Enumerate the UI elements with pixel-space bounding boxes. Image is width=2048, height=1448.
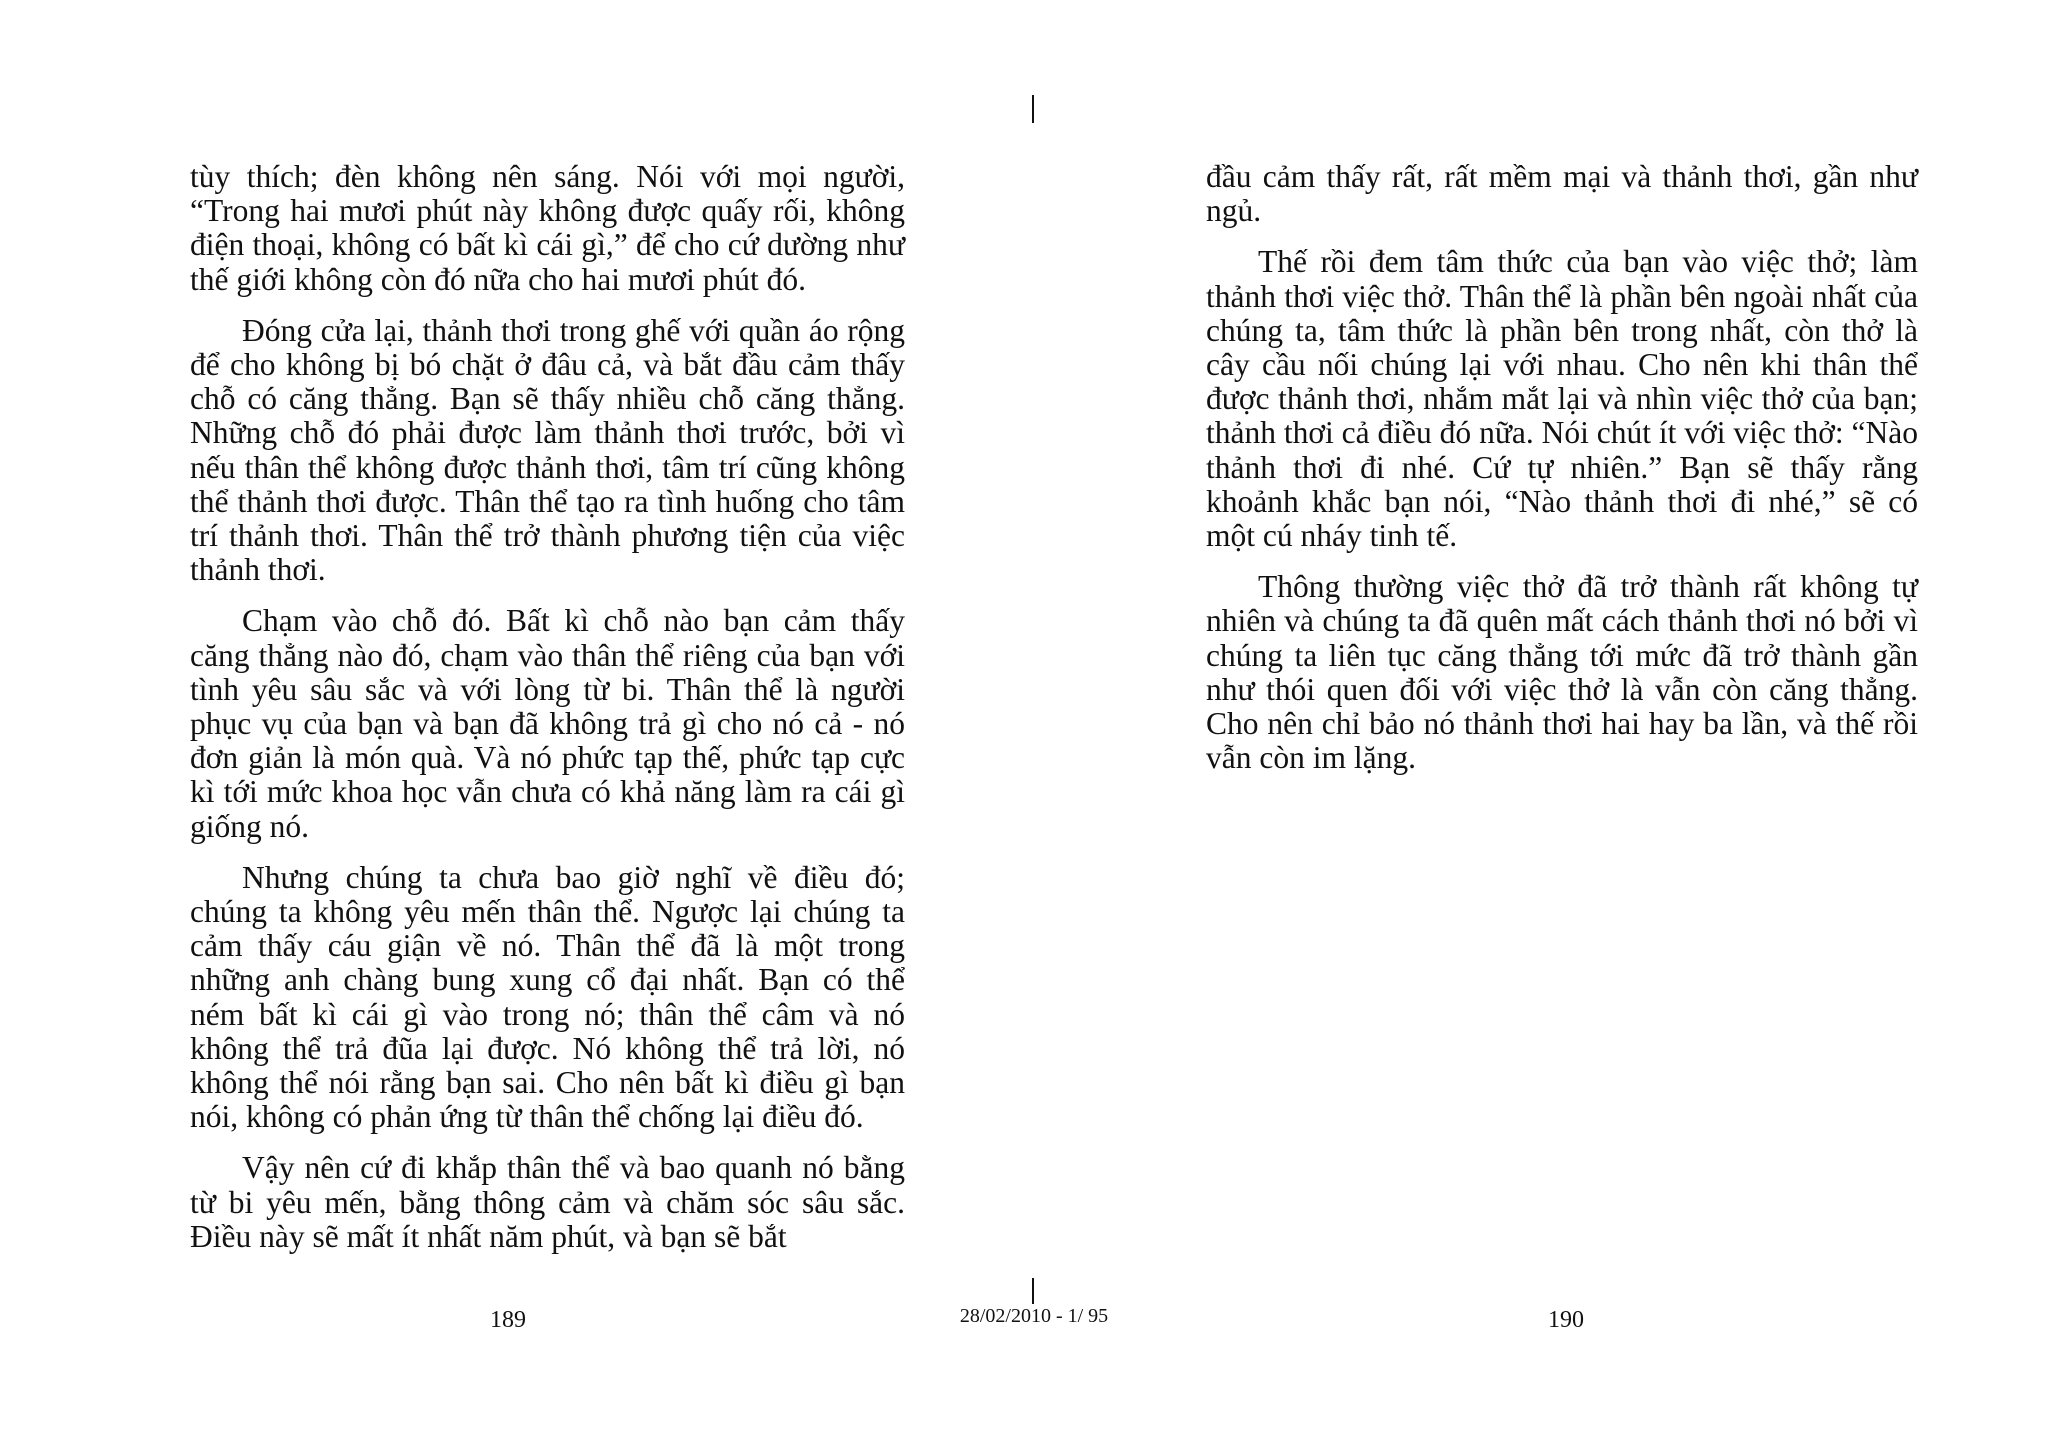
right-page-text [1206,160,1918,792]
paragraph: Thế rồi đem tâm thức của bạn vào việc thở; làm thảnh thơi việc thở. Thân thể là phần bên ngoài nhất của chúng ta, tâm thức là phần bên trong nhất, còn thở là cây cầu nối chúng lại với nhau. Cho nên khi thân thể được thảnh thơi, nhắm mắt lại và nhìn việc thở của bạn; thảnh thơi cả điều đó nữa. Nói chút ít với việc thở: “Nào thảnh thơi đi nhé. Cứ tự nhiên.” Bạn sẽ thấy rằng khoảnh khắc bạn nói, “Nào thảnh thơi đi nhé,” sẽ có một cú nháy tinh tế. [1206,244,1918,554]
crop-mark-top [1032,95,1034,123]
paragraph: Đóng cửa lại, thảnh thơi trong ghế với quần áo rộng để cho không bị bó chặt ở đâu cả, và bắt đầu cảm thấy chỗ có căng thẳng. Bạn sẽ thấy nhiều chỗ căng thẳng. Những chỗ đó phải được làm thảnh thơi trước, bởi vì nếu thân thể không được thảnh thơi, tâm trí cũng không thể thảnh thơi được. Thân thể tạo ra tình huống cho tâm trí thảnh thơi. Thân thể trở thành phương tiện của việc thảnh thơi. [190,312,905,588]
page-number-right: 190 [1548,1307,1584,1333]
paragraph: Chạm vào chỗ đó. Bất kì chỗ nào bạn cảm thấy căng thẳng nào đó, chạm vào thân thể riêng của bạn với tình yêu sâu sắc và với lòng từ bi. Thân thể là người phục vụ của bạn và bạn đã không trả gì cho nó cả - nó đơn giản là món quà. Và nó phức tạp thế, phức tạp cực kì tới mức khoa học vẫn chưa có khả năng làm ra cái gì giống nó. [190,603,905,844]
paragraph: Nhưng chúng ta chưa bao giờ nghĩ về điều đó; chúng ta không yêu mến thân thể. Ngược lại chúng ta cảm thấy cáu giận về nó. Thân thể đã là một trong những anh chàng bung xung cổ đại nhất. Bạn có thể ném bất kì cái gì vào trong nó; thân thể câm và nó không thể trả đũa lại được. Nó không thể trả lời, nó không thể nói rằng bạn sai. Cho nên bất kì điều gì bạn nói, không có phản ứng từ thân thể chống lại điều đó. [190,859,905,1135]
paragraph: Vậy nên cứ đi khắp thân thể và bao quanh nó bằng từ bi yêu mến, bằng thông cảm và chăm sóc sâu sắc. Điều này sẽ mất ít nhất năm phút, và bạn sẽ bắt [190,1150,905,1254]
page-number-left: 189 [490,1307,526,1333]
paragraph: Thông thường việc thở đã trở thành rất không tự nhiên và chúng ta đã quên mất cách thảnh thơi nó bởi vì chúng ta liên tục căng thẳng tới mức đã trở thành gần như thói quen đối với việc thở là vẫn còn căng thẳng. Cho nên chỉ bảo nó thảnh thơi hai hay ba lần, và thế rồi vẫn còn im lặng. [1206,569,1918,776]
crop-mark-bottom [1032,1278,1034,1304]
left-page-text [190,160,905,1271]
footer-date-page: 28/02/2010 - 1/ 95 [959,1305,1109,1327]
paragraph: tùy thích; đèn không nên sáng. Nói với mọi người, “Trong hai mươi phút này không được quấy rối, không điện thoại, không có bất kì cái gì,” để cho cứ dường như thế giới không còn đó nữa cho hai mươi phút đó. [190,159,905,297]
paragraph: đầu cảm thấy rất, rất mềm mại và thảnh thơi, gần như ngủ. [1206,159,1918,229]
